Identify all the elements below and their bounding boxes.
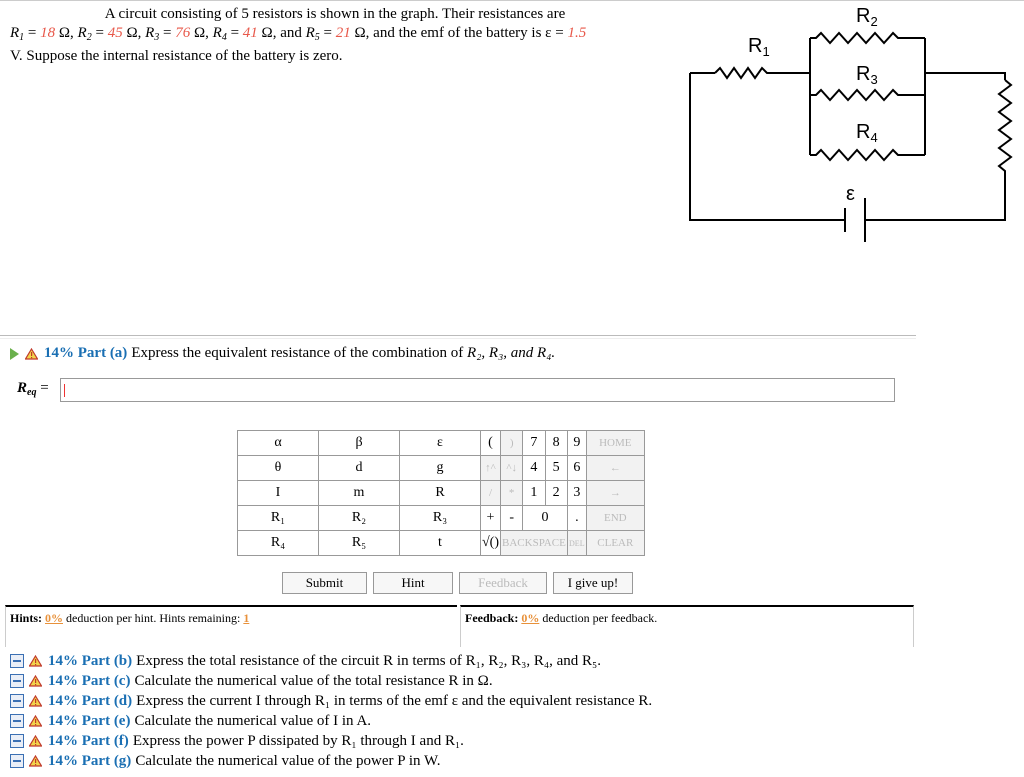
- give-up-button[interactable]: I give up!: [553, 572, 633, 594]
- key-home[interactable]: HOME: [586, 431, 644, 456]
- key-8[interactable]: 8: [545, 431, 567, 456]
- part-d-row[interactable]: 14% Part (d) Express the current I through R₁ in terms of the emf ε and the equivalent resistance R.: [10, 691, 652, 711]
- submit-button[interactable]: Submit: [282, 572, 367, 594]
- svg-text:R2: $R_2$: [856, 5, 878, 29]
- collapse-icon[interactable]: [10, 714, 24, 728]
- key-close-paren[interactable]: ): [501, 431, 523, 456]
- problem-statement: [10, 5, 690, 66]
- warning-icon: [29, 695, 42, 707]
- r2-resistor: [810, 33, 925, 43]
- collapse-icon[interactable]: [10, 754, 24, 768]
- key-clear[interactable]: CLEAR: [586, 531, 644, 556]
- feedback-button[interactable]: Feedback: [459, 572, 547, 594]
- warning-icon: [29, 715, 42, 727]
- svg-text:R4: $R_4$: [856, 121, 878, 145]
- collapse-icon[interactable]: [10, 694, 24, 708]
- key-R[interactable]: R: [400, 481, 481, 506]
- part-a-header[interactable]: [10, 345, 555, 362]
- key-theta[interactable]: θ: [238, 456, 319, 481]
- answer-label: $R_{eq}$ =: [17, 380, 49, 398]
- text-caret: [64, 384, 65, 397]
- key-4[interactable]: 4: [523, 456, 545, 481]
- key-2[interactable]: 2: [545, 481, 567, 506]
- key-R1[interactable]: R₁: [238, 506, 319, 531]
- key-0[interactable]: 0: [523, 506, 568, 531]
- feedback-panel: Feedback: 0% deduction per feedback.: [460, 605, 914, 647]
- problem-line-1: A circuit consisting of 5 resistors is shown in the graph. Their resistances are: [104, 6, 566, 22]
- expand-arrow-icon[interactable]: [10, 348, 19, 360]
- answer-input[interactable]: [60, 378, 895, 402]
- key-g[interactable]: g: [400, 456, 481, 481]
- key-R2[interactable]: R₂: [319, 506, 400, 531]
- key-minus[interactable]: -: [501, 506, 523, 531]
- r5-value: 21: [335, 25, 351, 41]
- key-multiply[interactable]: *: [501, 481, 523, 506]
- circuit-diagram: [680, 0, 1024, 250]
- hints-remaining: 1: [243, 611, 250, 625]
- warning-icon: [29, 675, 42, 687]
- svg-text:R1: $R_1$: [748, 35, 770, 59]
- key-epsilon[interactable]: ε: [400, 431, 481, 456]
- action-buttons: [282, 572, 633, 594]
- part-e-row[interactable]: 14% Part (e) Calculate the numerical value of I in A.: [10, 711, 652, 731]
- problem-line-3: V. Suppose the internal resistance of the battery is zero.: [10, 48, 343, 64]
- key-del[interactable]: DEL: [567, 531, 586, 556]
- part-g-row[interactable]: 14% Part (g) Calculate the numerical value of the power P in W.: [10, 751, 652, 771]
- svg-text:R3: $R_3$: [856, 63, 878, 87]
- key-6[interactable]: 6: [567, 456, 586, 481]
- key-end[interactable]: END: [586, 506, 644, 531]
- key-alpha[interactable]: α: [238, 431, 319, 456]
- key-sqrt[interactable]: √(): [481, 531, 501, 556]
- key-I[interactable]: I: [238, 481, 319, 506]
- key-beta[interactable]: β: [319, 431, 400, 456]
- part-c-row[interactable]: 14% Part (c) Calculate the numerical value of the total resistance R in Ω.: [10, 671, 652, 691]
- r1-resistor: [715, 68, 810, 78]
- key-down-power[interactable]: ^↓: [501, 456, 523, 481]
- collapse-icon[interactable]: [10, 654, 24, 668]
- problem-line-2: $R_1 = 18$ Ω, $R_2 = 45$ Ω, $R_3 = 76$ Ω, $R_4 = 41$ Ω, and $R_5 = 21$ Ω, and the emf of the battery is ε = 1.5: [10, 25, 587, 43]
- key-9[interactable]: 9: [567, 431, 586, 456]
- key-up-power[interactable]: ↑^: [481, 456, 501, 481]
- collapse-icon[interactable]: [10, 674, 24, 688]
- key-backspace[interactable]: BACKSPACE: [501, 531, 568, 556]
- collapse-icon[interactable]: [10, 734, 24, 748]
- part-a-text: Express the equivalent resistance of the combination of R₂, R₃, and R₄.: [131, 345, 556, 361]
- key-3[interactable]: 3: [567, 481, 586, 506]
- r4-value: 41: [242, 25, 258, 41]
- hint-button[interactable]: Hint: [373, 572, 453, 594]
- warning-icon: [29, 655, 42, 667]
- section-divider: [0, 335, 916, 336]
- key-1[interactable]: 1: [523, 481, 545, 506]
- hints-panel: Hints: 0% deduction per hint. Hints remaining: 1: [5, 605, 457, 647]
- key-right-arrow[interactable]: →: [586, 481, 644, 506]
- r4-resistor: [810, 150, 925, 160]
- key-m[interactable]: m: [319, 481, 400, 506]
- key-divide[interactable]: /: [481, 481, 501, 506]
- hint-deduction: 0%: [45, 611, 64, 625]
- key-R5[interactable]: R₅: [319, 531, 400, 556]
- emf-value: 1.5: [567, 25, 587, 41]
- key-plus[interactable]: +: [481, 506, 501, 531]
- r1-value: 18: [40, 25, 56, 41]
- key-R4[interactable]: R₄: [238, 531, 319, 556]
- part-a-label: 14% Part (a): [44, 345, 128, 361]
- warning-icon: [25, 348, 38, 360]
- symbol-keyboard: [237, 430, 645, 556]
- collapsed-parts-list: [10, 651, 652, 771]
- svg-text:ε: ε: [846, 183, 855, 205]
- key-open-paren[interactable]: (: [481, 431, 501, 456]
- key-decimal[interactable]: .: [567, 506, 586, 531]
- r5-resistor: [865, 80, 1011, 220]
- key-left-arrow[interactable]: ←: [586, 456, 644, 481]
- r3-value: 76: [175, 25, 191, 41]
- key-t[interactable]: t: [400, 531, 481, 556]
- part-b-row[interactable]: 14% Part (b) Express the total resistance of the circuit R in terms of R₁, R₂, R₃, R₄, and R₅.: [10, 651, 652, 671]
- feedback-deduction: 0%: [521, 611, 540, 625]
- warning-icon: [29, 755, 42, 767]
- key-R3[interactable]: R₃: [400, 506, 481, 531]
- warning-icon: [29, 735, 42, 747]
- key-7[interactable]: 7: [523, 431, 545, 456]
- part-f-row[interactable]: 14% Part (f) Express the power P dissipated by R₁ through I and R₁.: [10, 731, 652, 751]
- key-5[interactable]: 5: [545, 456, 567, 481]
- r3-resistor: [810, 90, 925, 100]
- key-d[interactable]: d: [319, 456, 400, 481]
- r2-value: 45: [107, 25, 123, 41]
